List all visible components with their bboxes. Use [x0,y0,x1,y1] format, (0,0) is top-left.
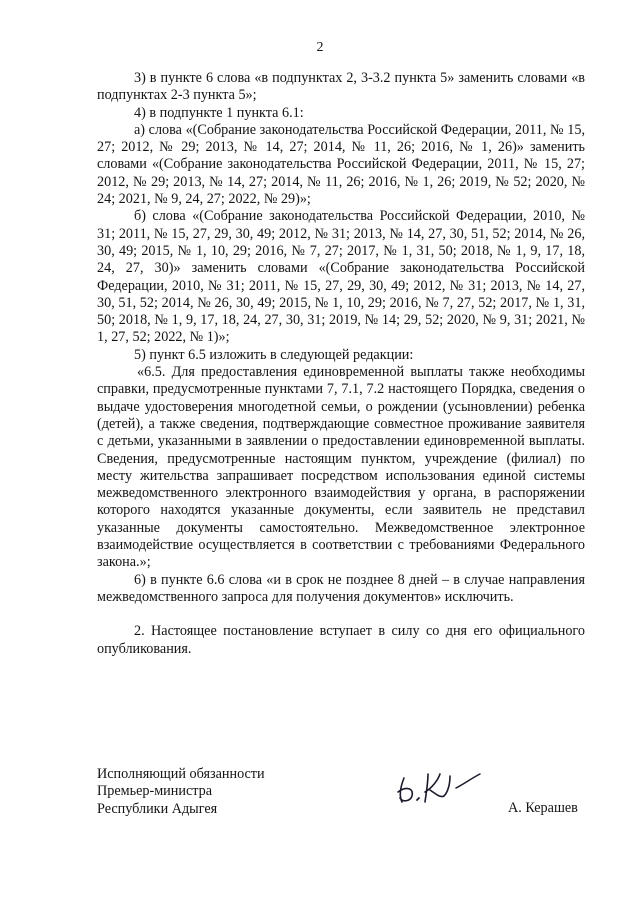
page-number: 2 [316,40,324,55]
signature-title-line: Исполняющий обязанности [97,766,265,782]
paragraph-section-2: 2. Настоящее постановление вступает в силу со дня его официального опубликования. [97,623,585,657]
signature-title [97,766,265,818]
paragraph-quote-6-5: «6.5. Для предоставления единовременной выплаты также необходимы справки, предусмотренные пунктами 7, 7.1, 7.2 настоящего Порядка, сведения о выдаче удостоверения многодетной семьи, о рождении (усыновлении) ребенка (детей), а также сведения, подтверждающие совместное проживание заявителя с детьми, указанными в заявлении о предоставлении единовременной выплаты. Сведения, предусмотренные настоящим пунктом, учреждение (филиал) по месту жительства запрашивает посредством использования единой системы межведомственного электронного взаимодействия у органа, в распоряжении которого находятся указанные документы, если заявитель не представил указанные документы самостоятельно. Межведомственное электронное взаимодействие осуществляется в соответствии с требованиями Федерального закона.»; [97,364,585,571]
paragraph-subitem-b: б) слова «(Собрание законодательства Российской Федерации, 2010, № 31; 2011, № 15, 27, 29, 30, 49; 2012, № 31; 2013, № 14, 27, 30, 51, 52; 2014, № 26, 30, 49; 2015, № 1, 10, 29; 2016, № 7, 27; 2017, № 1, 31, 50; 2018, № 1, 9, 17, 18, 24, 27, 30)» заменить словами «(Собрание законодательства Российской Федерации, 2010, № 31; 2011, № 15, 27, 29, 30, 49; 2012, № 31; 2013, № 14, 27, 30, 51, 52; 2014, № 26, 30, 49; 2015, № 1, 10, 29; 2016, № 7, 27, 52; 2017, № 1, 31, 50; 2018, № 1, 9, 17, 18, 24, 27, 30, 31; 2019, № 14; 29, 52; 2020, № 9, 31; 2021, № 1, 27, 52; 2022, № 1)»; [97,208,585,346]
paragraph-item-6: 6) в пункте 6.6 слова «и в срок не позднее 8 дней – в случае направления межведомственного запроса для получения документов» исключить. [97,571,585,605]
handwritten-signature-icon [390,766,490,808]
paragraph-subitem-a: а) слова «(Собрание законодательства Российской Федерации, 2011, № 15, 27; 2012, № 29; 2013, № 14, 27; 2014, № 11, 26; 2016, № 1, 26)» заменить словами «(Собрание законодательства Российской Федерации, 2011, № 15, 27; 2012, № 29; 2013, № 14, 27; 2014, № 11, 26; 2016, № 1, 26; 2019, № 52; 2020, № 24; 2021, № 9, 24, 27; 2022, № 29)»; [97,121,585,208]
signature-title-line: Премьер-министра [97,783,213,800]
signature-title-line: Республики Адыгея [97,800,218,817]
paragraph-item-5: 5) пункт 6.5 изложить в следующей редакции: [134,346,414,363]
signer-name: А. Керашев [508,800,578,816]
paragraph-item-3: 3) в пункте 6 слова «в подпунктах 2, 3-3.2 пункта 5» заменить словами «в подпунктах 2-3 пункта 5»; [97,70,585,104]
document-body [97,70,585,658]
paragraph-item-4: 4) в подпункте 1 пункта 6.1: [134,104,304,121]
